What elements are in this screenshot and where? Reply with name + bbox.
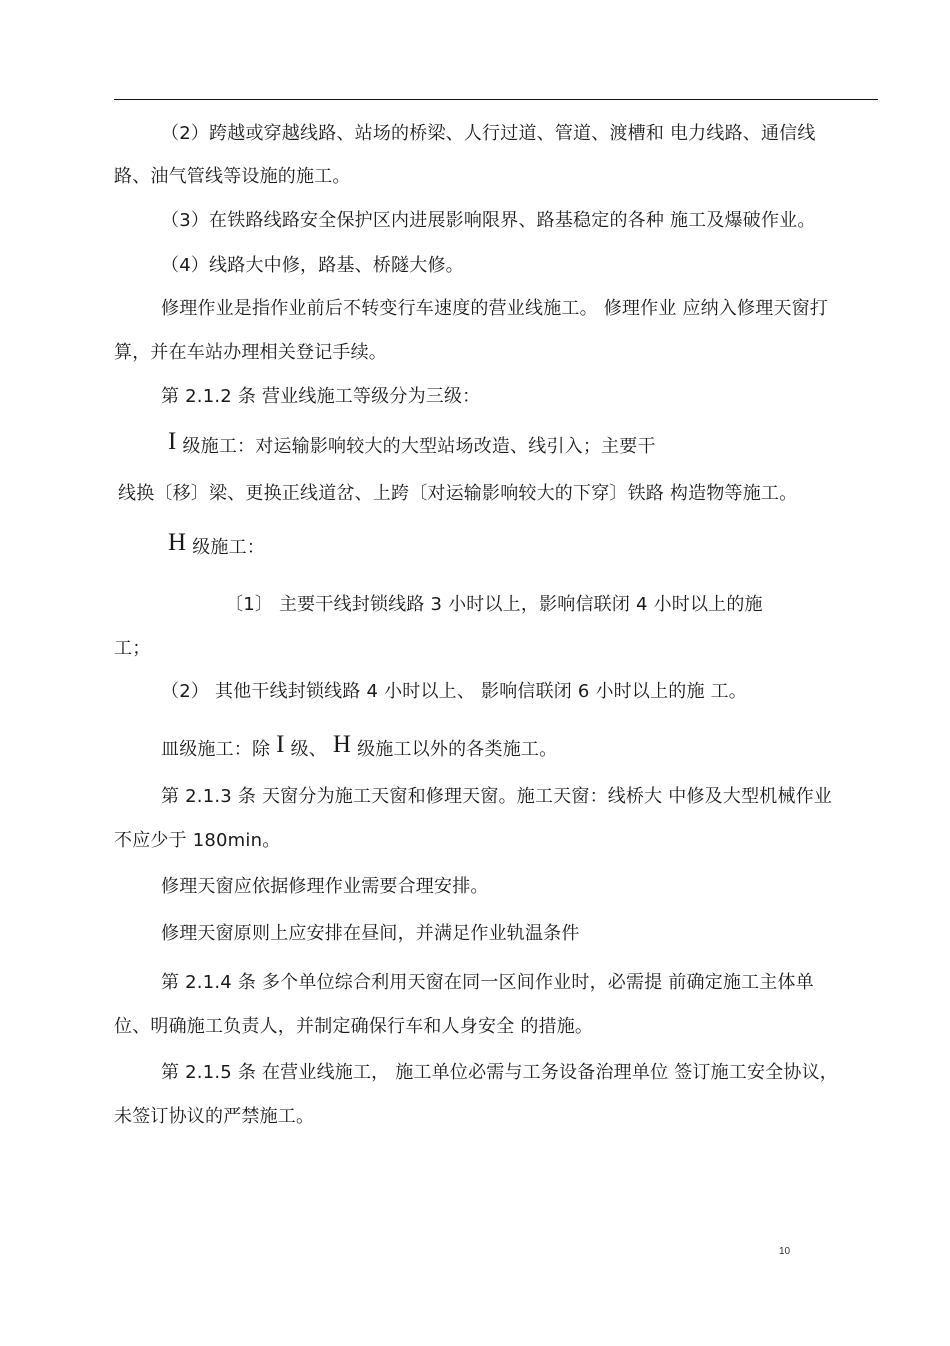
level-two-glyph: H — [168, 529, 187, 556]
level-one-glyph: I — [276, 731, 285, 758]
paragraph-line: 未签订协议的严禁施工。 — [114, 1106, 315, 1127]
paragraph-line: 第 2.1.5 条 在营业线施工， 施工单位必需与工务设备治理单位 签订施工安全协议， — [161, 1062, 839, 1083]
paragraph-line: （4）线路大中修，路基、桥隧大修。 — [161, 255, 464, 276]
paragraph-line: 路、油气管线等设施的施工。 — [114, 166, 351, 187]
paragraph-line: （2）跨越或穿越线路、站场的桥梁、人行过道、管道、渡槽和 电力线路、通信线 — [161, 123, 816, 144]
level-one-heading: I 级施工：对运输影响较大的大型站场改造、线引入；主要干 — [168, 428, 656, 457]
level-one-glyph: I — [168, 428, 177, 455]
level-two-heading: H 级施工： — [168, 529, 265, 558]
paragraph-line: 修理天窗原则上应安排在昼间，并满足作业轨温条件 — [161, 923, 580, 944]
page-number: 10 — [779, 1246, 791, 1257]
paragraph-line: 第 2.1.4 条 多个单位综合利用天窗在同一区间作业时，必需提 前确定施工主体单 — [161, 972, 814, 993]
paragraph-line: 线换〔移〕梁、更换正线道岔、上跨〔对运输影响较大的下穿〕铁路 构造物等施工。 — [118, 483, 798, 504]
paragraph-line: 修理天窗应依据修理作业需要合理安排。 — [161, 876, 489, 897]
paragraph-line: 工； — [114, 638, 151, 659]
paragraph-line: （2） 其他干线封锁线路 4 小时以上、 影响信联闭 6 小时以上的施 工。 — [161, 681, 748, 702]
paragraph-line: 修理作业是指作业前后不转变行车速度的营业线施工。 修理作业 应纳入修理天窗打 — [161, 298, 829, 319]
paragraph-line: 不应少于 180min。 — [114, 830, 281, 851]
level-two-glyph: H — [332, 731, 352, 758]
paragraph-line: 第 2.1.2 条 营业线施工等级分为三级： — [161, 386, 481, 407]
paragraph-line: （3）在铁路线路安全保护区内进展影响限界、路基稳定的各种 施工及爆破作业。 — [161, 210, 816, 231]
paragraph-line: 算，并在车站办理相关登记手续。 — [114, 342, 387, 363]
paragraph-line: 位、明确施工负责人，并制定确保行车和人身安全 的措施。 — [114, 1016, 594, 1037]
level-three-heading: 皿级施工：除 I 级、 H 级施工以外的各类施工。 — [161, 731, 558, 760]
header-rule — [114, 99, 878, 100]
paragraph-line: 第 2.1.3 条 天窗分为施工天窗和修理天窗。施工天窗：线桥大 中修及大型机械作业 — [161, 786, 833, 807]
paragraph-line: 〔1〕 主要干线封锁线路 3 小时以上，影响信联闭 4 小时以上的施 — [225, 594, 763, 615]
